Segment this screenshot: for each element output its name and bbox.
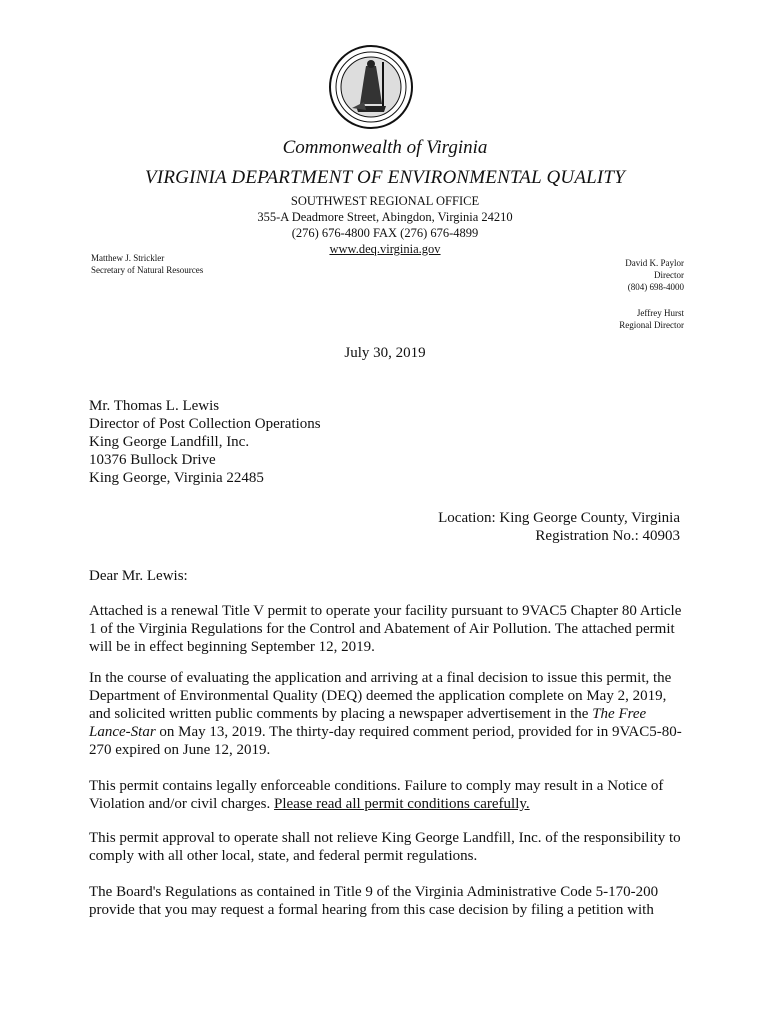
office-website-link[interactable]: www.deq.virginia.gov bbox=[329, 242, 441, 256]
paragraph-conditions-text: This permit contains legally enforceable conditions. Failure to comply may result in a Notice of Violation and/or civil charges. bbox=[89, 778, 664, 812]
regional-director-title: Regional Director bbox=[619, 320, 684, 330]
office-address: 355-A Deadmore Street, Abingdon, Virginia 24210 bbox=[257, 210, 513, 224]
paragraph-evaluation-text-end: on May 13, 2019. The thirty-day required comment period, provided for in 9VAC5-80-270 expired on June 12, 2019. bbox=[89, 724, 682, 758]
recipient-city: King George, Virginia 22485 bbox=[89, 470, 264, 486]
director-block bbox=[619, 257, 684, 331]
registration-number: Registration No.: 40903 bbox=[535, 528, 680, 544]
paragraph-conditions bbox=[89, 777, 689, 813]
recipient-address bbox=[89, 397, 321, 487]
virginia-seal-icon bbox=[328, 44, 414, 130]
read-conditions-emphasis: Please read all permit conditions carefully. bbox=[274, 796, 530, 812]
office-phone-fax: (276) 676-4800 FAX (276) 676-4899 bbox=[291, 226, 479, 240]
director-name: David K. Paylor bbox=[625, 258, 684, 268]
secretary-title: Secretary of Natural Resources bbox=[91, 265, 204, 275]
location-line: Location: King George County, Virginia bbox=[438, 510, 680, 526]
director-phone: (804) 698-4000 bbox=[627, 282, 684, 292]
paragraph-hearing: The Board's Regulations as contained in Title 9 of the Virginia Administrative Code 5-170-200 provide that you may request a formal hearing from this case decision by filing a petition with bbox=[89, 884, 659, 918]
paragraph-evaluation bbox=[89, 669, 689, 759]
regional-director-name: Jeffrey Hurst bbox=[636, 308, 684, 318]
recipient-company: King George Landfill, Inc. bbox=[89, 434, 250, 450]
location-block bbox=[438, 509, 680, 545]
letter-date: July 30, 2019 bbox=[344, 345, 426, 361]
recipient-title: Director of Post Collection Operations bbox=[89, 416, 321, 432]
office-name: SOUTHWEST REGIONAL OFFICE bbox=[290, 194, 480, 208]
newspaper-name: The Free Lance-Star bbox=[89, 706, 647, 740]
commonwealth-heading: Commonwealth of Virginia bbox=[282, 137, 488, 158]
paragraph-evaluation-text: In the course of evaluating the application and arriving at a final decision to issue this permit, the Department of Environmental Quality (DEQ) deemed the application complete on May 2, 2019, and solicited written public comments by placing a newspaper advertisement in the bbox=[89, 670, 672, 722]
recipient-street: 10376 Bullock Drive bbox=[89, 452, 216, 468]
secretary-block bbox=[91, 252, 203, 276]
recipient-name: Mr. Thomas L. Lewis bbox=[89, 398, 220, 414]
office-block bbox=[0, 193, 770, 257]
director-title: Director bbox=[654, 270, 684, 280]
agency-heading: VIRGINIA DEPARTMENT OF ENVIRONMENTAL QUALITY bbox=[145, 167, 625, 188]
paragraph-responsibility: This permit approval to operate shall not relieve King George Landfill, Inc. of the responsibility to comply with all other local, state, and federal permit regulations. bbox=[89, 830, 681, 864]
paragraph-permit-attached: Attached is a renewal Title V permit to operate your facility pursuant to 9VAC5 Chapter 80 Article 1 of the Virginia Regulations for the Control and Abatement of Air Pollution. The attached permit will be in effect beginning September 12, 2019. bbox=[89, 603, 682, 655]
salutation: Dear Mr. Lewis: bbox=[89, 568, 188, 584]
secretary-name: Matthew J. Strickler bbox=[91, 253, 165, 263]
